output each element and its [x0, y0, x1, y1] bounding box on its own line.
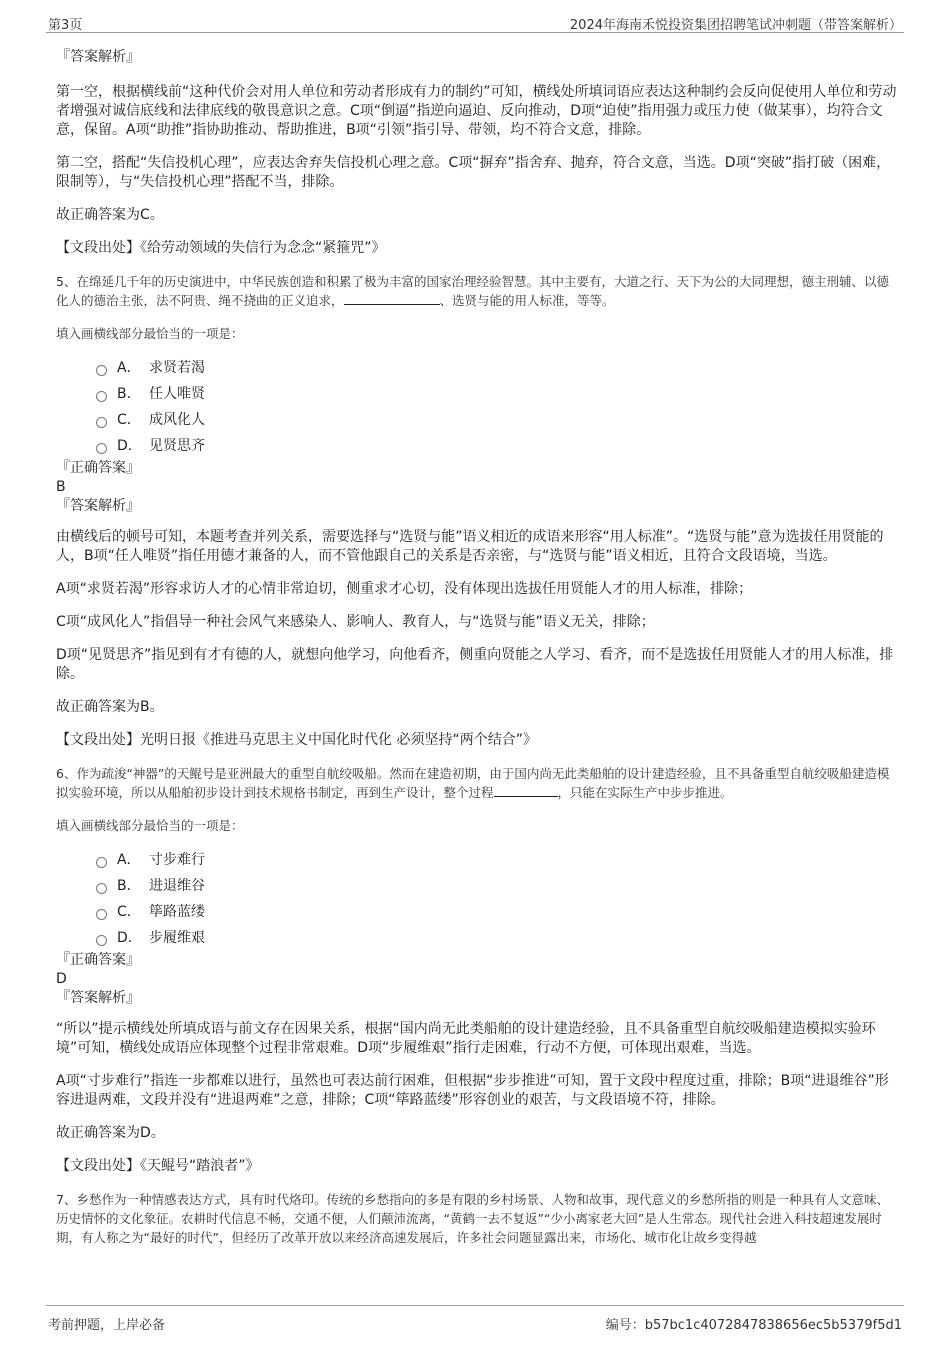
- option-c[interactable]: C． 成风化人: [96, 407, 898, 433]
- source-citation: 【文段出处】光明日报《推进马克思主义中国化时代化 必须坚持“两个结合”》: [56, 732, 537, 748]
- question-5-options: [56, 355, 898, 459]
- answer-blank: [344, 292, 440, 305]
- analysis-paragraph: C项“成风化人”指倡导一种社会风气来感染人、影响人、教育人，与“选贤与能”语义无关，排除；: [56, 614, 655, 630]
- analysis-paragraph: “所以”提示横线处所填成语与前文存在因果关系，根据“国内尚无此类船舶的设计建造经验，且不具备重型自航绞吸船建造模拟实验环境”可知，横线处成语应体现整个过程非常艰难。D项“步履维艰”指行走困难，行动不方便，可体现出艰难，当选。: [56, 1021, 876, 1056]
- analysis-heading: 『答案解析』: [56, 49, 140, 65]
- option-b[interactable]: B． 进退维谷: [96, 873, 898, 899]
- option-d[interactable]: D． 见贤思齐: [96, 433, 898, 459]
- option-a[interactable]: A． 寸步难行: [96, 847, 898, 873]
- document-body: [56, 40, 898, 1247]
- option-c[interactable]: C． 筚路蓝缕: [96, 899, 898, 925]
- answer-blank: [494, 784, 558, 797]
- analysis-paragraph: 由横线后的顿号可知，本题考查并列关系，需要选择与“选贤与能”语义相近的成语来形容“用人标准”。“选贤与能”意为选拔任用贤能的人，B项“任人唯贤”指任用德才兼备的人，而不管他跟自己的关系是否亲密，与“选贤与能”语义相近，且符合文段语境，当选。: [56, 529, 884, 564]
- radio-button[interactable]: [96, 857, 107, 868]
- radio-button[interactable]: [96, 391, 107, 402]
- source-citation: 【文段出处】《天鲲号“踏浪者”》: [56, 1158, 260, 1174]
- radio-button[interactable]: [96, 417, 107, 428]
- correct-answer: D: [56, 971, 67, 987]
- question-prompt: 填入画横线部分最恰当的一项是：: [56, 818, 244, 833]
- page-footer: [46, 1305, 904, 1333]
- question-6-options: [56, 847, 898, 951]
- analysis-paragraph: 第一空，根据横线前“这种代价会对用人单位和劳动者形成有力的制约”可知，横线处所填词语应表达这种制约会反向促使用人单位和劳动者增强对诚信底线和法律底线的敬畏意识之意。C项“倒逼”指逆向逼迫、反向推动，D项“迫使”指用强力或压力使（做某事），均符合文意，保留。A项“助推”指协助推动、帮助推进，B项“引领”指引导、带领，均不符合文意，排除。: [56, 84, 897, 138]
- conclusion: 故正确答案为B。: [56, 699, 164, 715]
- radio-button[interactable]: [96, 883, 107, 894]
- document-id: 编号：b57bc1c4072847838656ec5b5379f5d1: [605, 1318, 902, 1333]
- radio-button[interactable]: [96, 909, 107, 920]
- page-number: 第3页: [48, 18, 83, 33]
- question-5-text: 5、在绵延几千年的历史演进中，中华民族创造和积累了极为丰富的国家治理经验智慧。其中主要有，大道之行、天下为公的大同理想，德主刑辅、以德化人的德治主张，法不阿贵、绳不挠曲的正义追求， 、选贤与能的用人标准，等等。: [56, 274, 889, 308]
- question-7-text: 7、乡愁作为一种情感表达方式，具有时代烙印。传统的乡愁指向的多是有限的乡村场景、人物和故事，现代意义的乡愁所指的则是一种具有人文意味、历史情怀的文化象征。农耕时代信息不畅，交通不便，人们颠沛流离，“黄鹤一去不复返”“少小离家老大回”是人生常态。现代社会进入科技超速发展时期，有人称之为“最好的时代”，但经历了改革开放以来经济高速发展后，许多社会问题显露出来，市场化、城市化让故乡变得越: [56, 1192, 889, 1245]
- radio-button[interactable]: [96, 443, 107, 454]
- analysis-paragraph: A项“求贤若渴”形容求访人才的心情非常迫切，侧重求才心切，没有体现出选拔任用贤能人才的用人标准，排除；: [56, 581, 753, 597]
- source-citation: 【文段出处】《给劳动领域的失信行为念念“紧箍咒”》: [56, 240, 386, 256]
- correct-answer-heading: 『正确答案』: [56, 460, 140, 476]
- conclusion: 故正确答案为C。: [56, 207, 164, 223]
- conclusion: 故正确答案为D。: [56, 1125, 165, 1141]
- correct-answer-heading: 『正确答案』: [56, 952, 140, 968]
- analysis-paragraph: A项“寸步难行”指连一步都难以进行，虽然也可表达前行困难，但根据“步步推进”可知，置于文段中程度过重，排除；B项“进退维谷”形容进退两难，文段并没有“进退两难”之意，排除；C项“筚路蓝缕”形容创业的艰苦，与文段语境不符，排除。: [56, 1073, 889, 1108]
- page-header: [46, 10, 904, 33]
- option-b[interactable]: B． 任人唯贤: [96, 381, 898, 407]
- radio-button[interactable]: [96, 365, 107, 376]
- analysis-paragraph: 第二空，搭配“失信投机心理”，应表达舍弃失信投机心理之意。C项“摒弃”指舍弃、抛弃，符合文意，当选。D项“突破”指打破（困难，限制等），与“失信投机心理”搭配不当，排除。: [56, 155, 891, 190]
- option-d[interactable]: D． 步履维艰: [96, 925, 898, 951]
- radio-button[interactable]: [96, 935, 107, 946]
- footer-slogan: 考前押题，上岸必备: [48, 1318, 166, 1333]
- analysis-heading: 『答案解析』: [56, 990, 140, 1006]
- question-6-text: 6、作为疏浚“神器”的天鲲号是亚洲最大的重型自航绞吸船。然而在建造初期，由于国内尚无此类船舶的设计建造经验，且不具备重型自航绞吸船建造模拟实验环境，所以从船舶初步设计到技术规格书制定，再到生产设计，整个过程 ，只能在实际生产中步步推进。: [56, 766, 890, 800]
- correct-answer: B: [56, 479, 66, 495]
- question-prompt: 填入画横线部分最恰当的一项是：: [56, 326, 244, 341]
- option-a[interactable]: A． 求贤若渴: [96, 355, 898, 381]
- document-title: 2024年海南禾悦投资集团招聘笔试冲刺题（带答案解析）: [569, 18, 902, 33]
- analysis-heading: 『答案解析』: [56, 498, 140, 514]
- analysis-paragraph: D项“见贤思齐”指见到有才有德的人，就想向他学习，向他看齐，侧重向贤能之人学习、看齐，而不是选拔任用贤能人才的用人标准，排除。: [56, 647, 894, 682]
